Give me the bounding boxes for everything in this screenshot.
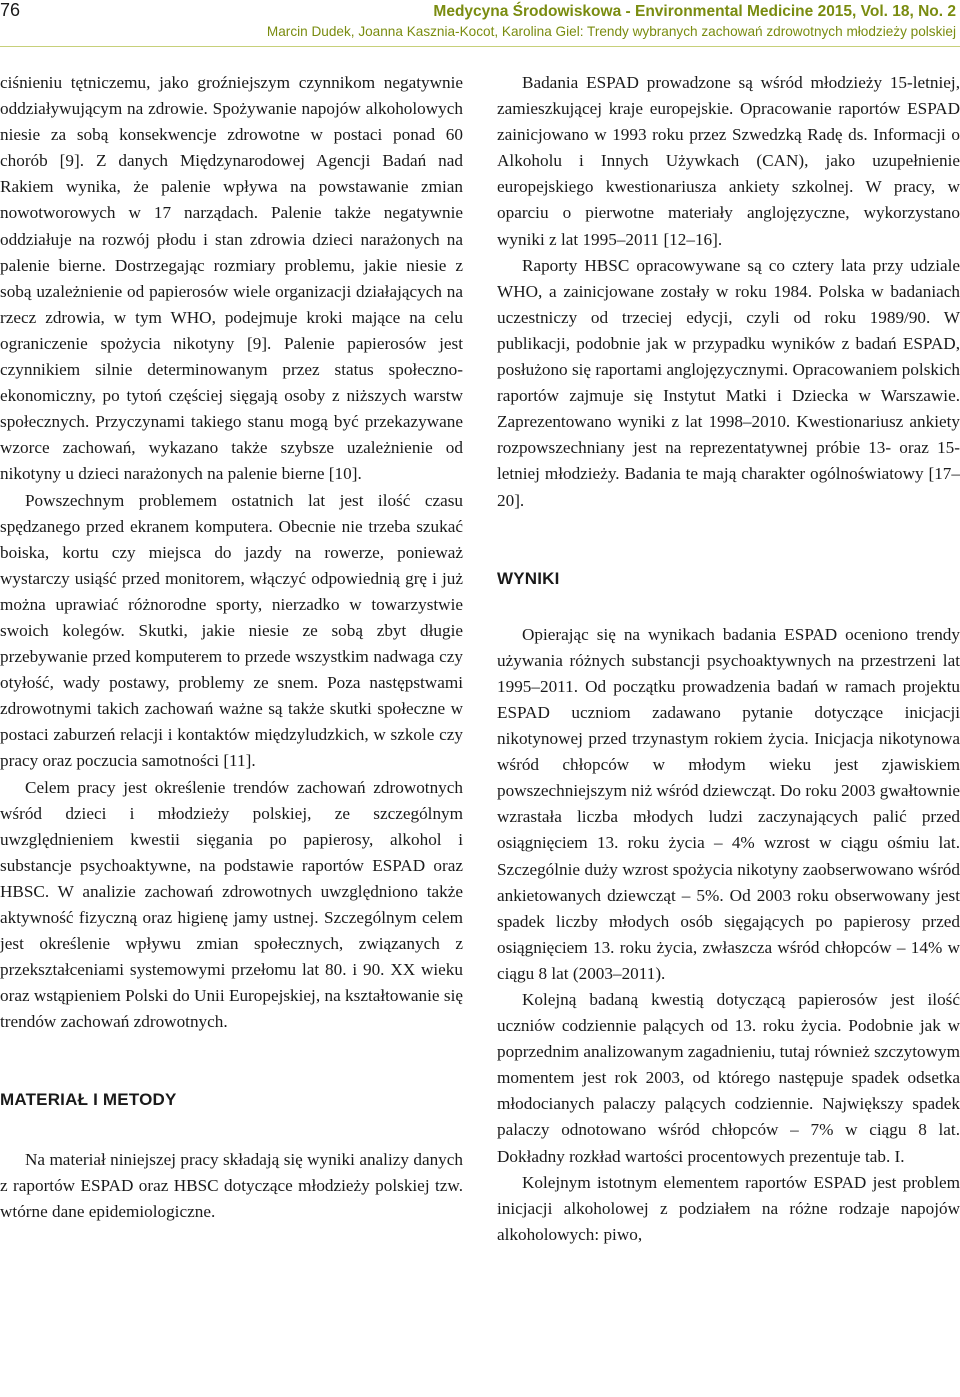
paragraph: Celem pracy jest określenie trendów zachowań zdrowotnych wśród dzieci i młodzieży polskiej, ze szczególnym uwzględnieniem kwestii sięgania po papierosy, alkohol i substancje psychoaktywne, na podstawie raportów ESPAD oraz HBSC. W analizie zachowań zdrowotnych uwzględniono także aktywność fizyczną oraz higienę jamy ustnej. Szczególnym celem jest określenie wpływu zmian społecznych, związanych z przekształceniami systemowymi przełomu lat 80. i 90. XX wieku oraz wstąpieniem Polski do Unii Europejskiej, na kształtowanie się trendów zachowań zdrowotnych. — [0, 777, 463, 1032]
paragraph: ciśnieniu tętniczemu, jako groźniejszym czynnikom negatywnie oddziaływującym na zdrowie. Spożywanie napojów alkoholowych niesie za sobą konsekwencje zdrowotne w postaci ponad 60 chorób [9]. Z danych Międzynarodowej Agencji Badań nad Rakiem wynika, że palenie wpływa na powstawanie zmian nowotworowych w 17 narządach. Palenie także negatywnie oddziałuje na rozwój płodu i stan zdrowia dzieci narażonych na palenie bierne. Dostrzegając rozmiary problemu, jakie niesie z sobą uzależnienie od papierosów wiele organizacji działających na rzecz zdrowia, w tym WHO, podejmuje kroki mające na celu ograniczenie spożycia nikotyny [9]. Palenie papierosów jest czynnikiem silnie determinowanym przez status społeczno-ekonomiczny, po tytoń częściej sięgają osoby z niższych warstw społecznych. Przyczynami takiego stanu mogą być przekazywane wzorce zachowań, wykazano także szybsze uzależnienie od nikotyny u dzieci narażonych na palenie bierne [10]. — [0, 73, 463, 484]
journal-title: Medycyna Środowiskowa - Environmental Medicine 2015, Vol. 18, No. 2 — [433, 3, 956, 20]
article-authors-title: Marcin Dudek, Joanna Kasznia-Kocot, Karolina Giel: Trendy wybranych zachowań zdrowotnych młodzieży polskiej — [266, 24, 956, 39]
paragraph: Opierając się na wynikach badania ESPAD ocenionо trendy używania różnych substancji psychoaktywnych na przestrzeni lat 1995–2011. Od początku prowadzenia badań w ramach projektu ESPAD uczniom zadawano pytanie dotyczące inicjacji nikotynowej przed trzynastym rokiem życia. Inicjacja nikotynowa wśród chłopców w młodym wieku jest zjawiskiem powszechniejszym niż wśród dziewcząt. Do roku 2003 gwałtownie wzrastała liczba młodych ludzi zaczynających palić przed osiągnięciem 13. roku życia – 4% wzrost w ciągu ośmiu lat. Szczególnie duży wzrost spożycia nikotyny zaobserwowano wśród ankietowanych dziewcząt – 5%. Od 2003 roku obserwowany jest spadek liczby młodych osób sięgających po papierosy przed osiągnięciem 13. roku życia, zwłaszcza wśród chłopców – 14% w ciągu 8 lat (2003–2011). — [497, 624, 960, 983]
section-heading-methods: MATERIAŁ I METODY — [0, 1090, 177, 1110]
right-column — [497, 70, 960, 1248]
paragraph: Badania ESPAD prowadzone są wśród młodzieży 15-letniej, zamieszkującej kraje europejskie. Opracowanie raportów ESPAD zainicjowano w 1993 roku przez Szwedzką Radę ds. Informacji o Alkoholu i Innych Używkach (CAN), jako uzupełnienie europejskiego kwestionariusza ankiety szkolnej. W pracy, w oparciu o pierwotne materiały anglojęzyczne, wykorzystano wyniki z lat 1995–2011 [12–16]. — [497, 73, 960, 249]
header-divider — [0, 46, 960, 47]
paragraph: Powszechnym problemem ostatnich lat jest ilość czasu spędzanego przed ekranem komputera. Obecnie nie trzeba szukać boiska, kortu czy miejsca do jazdy na rowerze, ponieważ wystarczy usiąść przed monitorem, włączyć odpowiednią grę i już można uprawiać różnorodne sporty, nierzadko w towarzystwie swoich kolegów. Skutki, jakie niesie ze sobą zbyt długie przebywanie przed komputerem to przede wszystkim nadwaga czy otyłość, wady postawy, problemy ze snem. Poza następstwami zdrowotnymi takich zachowań ważne są także skutki społeczne w postaci zaburzeń relacji i kontaktów międzyludzkich, w szkole czy pracy oraz poczucia samotności [11]. — [0, 490, 463, 771]
running-header — [0, 0, 960, 46]
paragraph: Kolejnym istotnym elementem raportów ESPAD jest problem inicjacji alkoholowej z podziałem na różne rodzaje napojów alkoholowych: piwo, — [497, 1172, 960, 1244]
paragraph: Na materiał niniejszej pracy składają się wyniki analizy danych z raportów ESPAD oraz HBSC dotyczące młodzieży polskiej tzw. wtórne dane epidemiologiczne. — [0, 1149, 463, 1221]
section-heading-results: WYNIKI — [497, 568, 560, 588]
left-column — [0, 70, 463, 1225]
paragraph: Kolejną badaną kwestią dotyczącą papierosów jest ilość uczniów codziennie palących od 13. roku życia. Podobnie jak w poprzednim analizowanym zagadnieniu, tutaj również szczytowym momentem jest rok 2003, od którego następuje spadek odsetka młodocianych palaczy palących codziennie. Największy spadek palaczy odnotowano wśród chłopców – 7% w ciągu 8 lat. Dokładny rozkład wartości procentowych prezentuje tab. I. — [497, 990, 960, 1166]
paragraph: Raporty HBSC opracowywane są co cztery lata przy udziale WHO, a zainicjowane zostały w roku 1984. Polska w badaniach uczestniczy od trzeciej edycji, czyli od roku 1989/90. W publikacji, podobnie jak w przypadku wyników z badań ESPAD, posłużono się raportami anglojęzycznymi. Opracowaniem polskich raportów zajmuje się Instytut Matki i Dziecka w Warszawie. Zaprezentowano wyniki z lat 1998–2010. Kwestionariusz ankiety rozpowszechniany jest na reprezentatywnej próbie 13- oraz 15-letniej młodzieży. Badania te mają charakter ogólnoświatowy [17–20]. — [497, 255, 960, 510]
page-number: 76 — [0, 0, 21, 20]
